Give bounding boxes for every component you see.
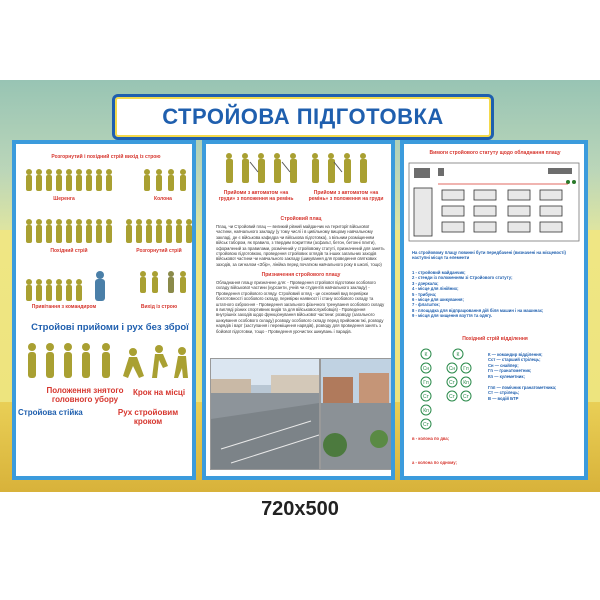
right-panel [400,140,588,480]
legend-item: Ст — стрілець; [488,390,520,396]
cap-left: Прийоми з автоматом «на груди» з положення на ремінь [218,190,294,202]
label-rozgornutyi: Розгорнутий стрій [136,248,182,254]
right-heading: Вимоги стройового статуту щодо обладнання плацу [429,150,561,156]
list-item: 5 - трибуна; [412,291,437,297]
board [0,80,600,492]
legend-item: Гпп — помічник гранатометника; [488,385,557,391]
list-item: 4 - місце для лінійних; [412,286,459,292]
svg-text:Ст: Ст [423,394,429,400]
size-label: 720x500 [261,498,339,520]
label-shyrenga: Шеренга [53,196,75,202]
svg-text:Гп: Гп [423,380,429,386]
label-krok: Крок на місці [132,388,186,397]
list-item: 7 - флагшток; [412,302,440,308]
svg-text:Сн: Сн [448,366,456,372]
row-pryvitannia [26,271,105,301]
rifle-soldiers-figure [222,150,382,188]
legend-item: Гп — гранатометник; [488,368,532,374]
col-two-label: в - колона по два; [412,436,450,441]
section1-text: Плац, чи Стройовий плац — великий рівний майданчик на території військової частини, навчального закладу (у тому числі і в цивільному вищому навчальному закладі, де є військова кафедра чи військова підготовка), з вільним розміщенням військ табором, як правило, з твердим покриттям (асфальт, бетон, бетонні плити), оформлений за правилами, розмічений у стройовому статуті, призначений для занять стройовою підготовкою, проведення стройових оглядів та інших загальних заходів військової частини чи навчального закладу (шикування для проведення святкових заходів, за сигналом «Збір», лінійка перед початком навчального року в школі, тощо) [216,224,385,267]
list-item: 8 - площадка для відпрацювання дій біля машин і на машинах; [412,307,544,313]
legend-item: К — командир відділення; [488,352,543,357]
label-zniatoho: Положення знятого головного убору [46,386,124,404]
row-pokhidnyi [26,219,112,243]
parade-ground-plan [408,162,580,242]
big-heading: Стройові прийоми і рух без зброї [31,322,189,333]
section1-title: Стройовий плац [280,216,322,222]
row-rozgornutyi [126,219,192,243]
parade-ground-photo-1 [210,358,320,470]
parade-ground-photo-2 [320,358,392,470]
svg-text:Ст: Ст [449,394,455,400]
row-kolona [144,169,186,191]
legend-item: Кп — кулеметник; [488,373,525,379]
svg-text:Ст: Ст [449,380,455,386]
list-item: 2 - стенди із положенням зі Стройового статуту; [412,275,513,281]
row-vykhid [140,271,186,293]
section2-text: Обладнання плацу призначене для: - Проведення стройової підготовки особового складу військової частини (курсанти, учнів чи студентів навчального закладу) - Проведення стройового огляду. Стройовий огляд - це основний вид перевірки боєготовності особового складу, перевірки наявності і стану особового складу та штатного озброєння - Проведення загального фізичного тренування особового складу в вигляді різних спортивних видів та для військовослужбовців) - Проведення внутрішніх заходів щодо функціонування військової частини: розводу (загального шикування особового складу) розводу особового складу перед прийомом їжі, розводу нарядів і варт (заступання і переміщення нарядів), розводу для проведення занять з бойової підготовки, тощо - Проведення урочистих шикувань і парадів. [216,280,385,334]
legend-item: В — водій БТР [488,395,519,401]
label-pokhidnyi: Похідний стрій [50,248,88,254]
svg-text:Ст: Ст [423,422,429,428]
left-heading: Розгорнутий і похідний стрій вихід із строю [51,154,161,160]
label-pryvitannia: Привітання з командиром [31,304,97,310]
legend-item: Сст — старший стрілець; [488,357,541,363]
label-vykhid: Вихід із строю [140,304,178,310]
formation-legend [488,352,584,401]
cap-right: Прийоми з автоматом «на ремінь» з положення на груди [308,190,384,202]
list-item: 6 - місце для шикування; [412,297,464,303]
svg-text:Гп: Гп [463,366,469,372]
list-item: 3 - дзеркала; [412,280,439,286]
section2-title: Призначення стройового плацу [261,272,341,278]
row-shyrenga [26,169,112,191]
label-rukh: Рух стройовим кроком [117,408,179,426]
svg-text:Кп: Кп [463,380,469,386]
svg-text:К: К [424,352,428,358]
list-item: 1 - стройовий майданчик; [412,270,466,275]
label-kolona: Колона [154,196,172,202]
svg-text:Ст: Ст [463,394,469,400]
svg-text:Кп: Кп [423,408,429,414]
left-panel [12,140,196,480]
label-stiika: Стройова стійка [18,408,83,417]
list-item: 9 - місця для чищення взуття та одягу. [412,313,492,319]
right-intro: На стройовому плацу повинні бути передбачені (визначені на місцевості) наступні місця та елементи [412,250,566,261]
legend-item: Сн — снайпер; [488,362,519,368]
col-one-label: а - колона по одному; [412,460,457,465]
svg-text:К: К [456,352,460,358]
title-banner [112,94,494,140]
requirements-list [412,270,578,319]
formation-heading: Похідний стрій відділення [462,336,528,342]
middle-panel [202,140,395,480]
page-title: СТРОЙОВА ПІДГОТОВКА [162,104,444,129]
svg-text:Сн: Сн [422,366,430,372]
